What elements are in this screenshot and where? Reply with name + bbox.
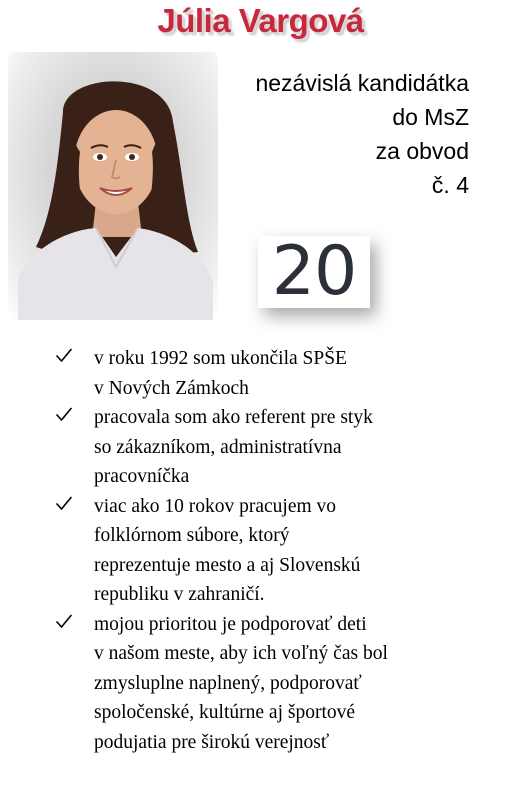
subtitle-line: č. 4 <box>431 172 469 198</box>
list-item-line: zmysluplne naplnený, podporovať <box>94 672 362 694</box>
subtitle-line: za obvod <box>375 138 469 164</box>
list-item-line: pracovala som ako referent pre styk <box>94 407 373 428</box>
list-item-line: pracovníčka <box>94 466 190 487</box>
list-item-line: podujatia pre širokú verejnosť <box>94 731 330 753</box>
check-icon <box>56 496 72 512</box>
subtitle-line: do MsZ <box>392 104 469 130</box>
list-item-line: reprezentuje mesto a aj Slovenskú <box>94 554 361 576</box>
list-item-line: folklórnom súbore, ktorý <box>94 525 290 546</box>
list-item-line: so zákazníkom, administratívna <box>94 436 342 458</box>
list-item-line: republiku v zahraničí. <box>94 584 265 605</box>
subtitle-line: nezávislá kandidátka <box>255 70 469 96</box>
candidate-number-box <box>258 232 370 311</box>
list-item <box>56 344 476 403</box>
list-item <box>56 610 476 758</box>
bullet-list <box>56 344 476 757</box>
list-item <box>56 492 476 610</box>
candidate-subtitle <box>179 66 469 202</box>
list-item-line: v Nových Zámkoch <box>94 377 249 399</box>
list-item-line: v našom meste, aby ich voľný čas bol <box>94 643 388 664</box>
candidate-number: 20 <box>271 232 357 311</box>
list-item-line: spoločenské, kultúrne aj športové <box>94 702 356 723</box>
list-item <box>56 403 476 492</box>
list-item-line: v roku 1992 som ukončila SPŠE <box>94 348 347 369</box>
check-icon <box>56 614 72 630</box>
list-item-line: mojou prioritou je podporovať deti <box>94 613 367 635</box>
list-item-line: viac ako 10 rokov pracujem vo <box>94 495 337 517</box>
check-icon <box>56 407 72 423</box>
candidate-name: Júlia Vargová <box>157 2 364 39</box>
check-icon <box>56 348 72 364</box>
